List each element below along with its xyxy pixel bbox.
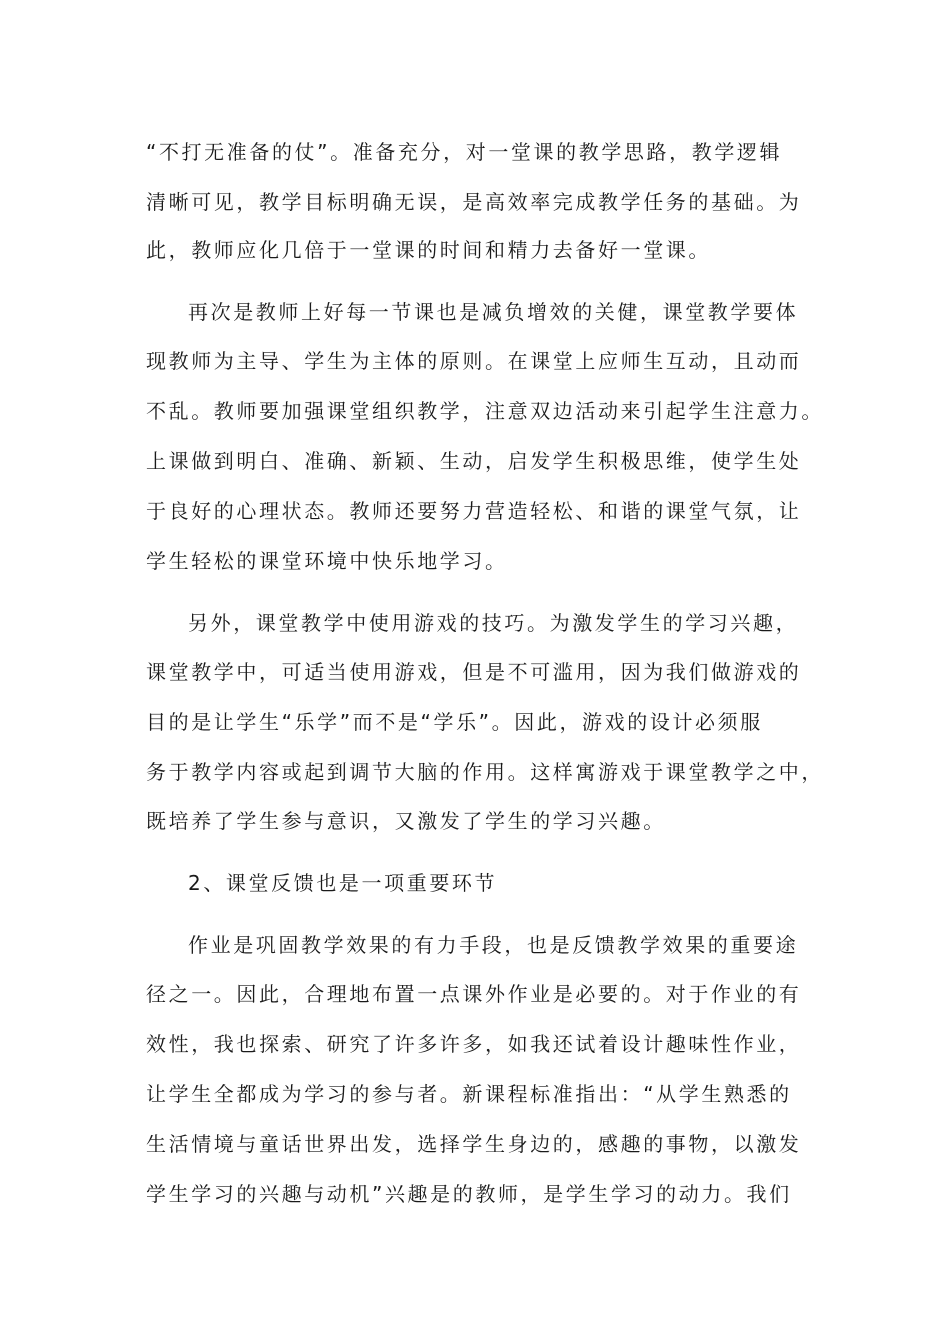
- text-line: 生活情境与童话世界出发，选择学生身边的，感趣的事物，以激发: [146, 1132, 802, 1156]
- text-line: 于良好的心理状态。教师还要努力营造轻松、和谐的课堂气氛，让: [146, 499, 802, 523]
- text-line: 学生学习的兴趣与动机”兴趣是的教师，是学生学习的动力。我们: [146, 1182, 792, 1206]
- text-line: “不打无准备的仗”。准备充分，对一堂课的教学思路，教学逻辑: [146, 140, 783, 164]
- text-line: 让学生全都成为学习的参与者。新课程标准指出：“从学生熟悉的: [146, 1082, 792, 1106]
- text-line: 上课做到明白、准确、新颖、生动，启发学生积极思维，使学生处: [146, 449, 802, 473]
- text-line: 务于教学内容或起到调节大脑的作用。这样寓游戏于课堂教学之中，: [146, 760, 824, 784]
- text-line: 效性，我也探索、研究了许多许多，如我还试着设计趣味性作业，: [146, 1032, 802, 1056]
- section-heading: 2、课堂反馈也是一项重要环节: [188, 871, 498, 895]
- text-line: 不乱。教师要加强课堂组织教学，注意双边活动来引起学生注意力。: [146, 399, 824, 423]
- text-line: 学生轻松的课堂环境中快乐地学习。: [146, 549, 508, 573]
- text-line: 此，教师应化几倍于一堂课的时间和精力去备好一堂课。: [146, 238, 711, 262]
- text-line: 再次是教师上好每一节课也是减负增效的关健，课堂教学要体: [188, 300, 799, 324]
- text-line: 目的是让学生“乐学”而不是“学乐”。因此，游戏的设计必须服: [146, 710, 763, 734]
- text-line: 既培养了学生参与意识，又激发了学生的学习兴趣。: [146, 809, 666, 833]
- text-line: 课堂教学中，可适当使用游戏，但是不可滥用，因为我们做游戏的: [146, 660, 802, 684]
- text-line: 现教师为主导、学生为主体的原则。在课堂上应师生互动，且动而: [146, 349, 802, 373]
- text-line: 作业是巩固教学效果的有力手段，也是反馈教学效果的重要途: [188, 933, 799, 957]
- text-line: 径之一。因此，合理地布置一点课外作业是必要的。对于作业的有: [146, 982, 802, 1006]
- text-line: 另外，课堂教学中使用游戏的技巧。为激发学生的学习兴趣，: [188, 611, 799, 635]
- text-line: 清晰可见，教学目标明确无误，是高效率完成教学任务的基础。为: [146, 190, 802, 214]
